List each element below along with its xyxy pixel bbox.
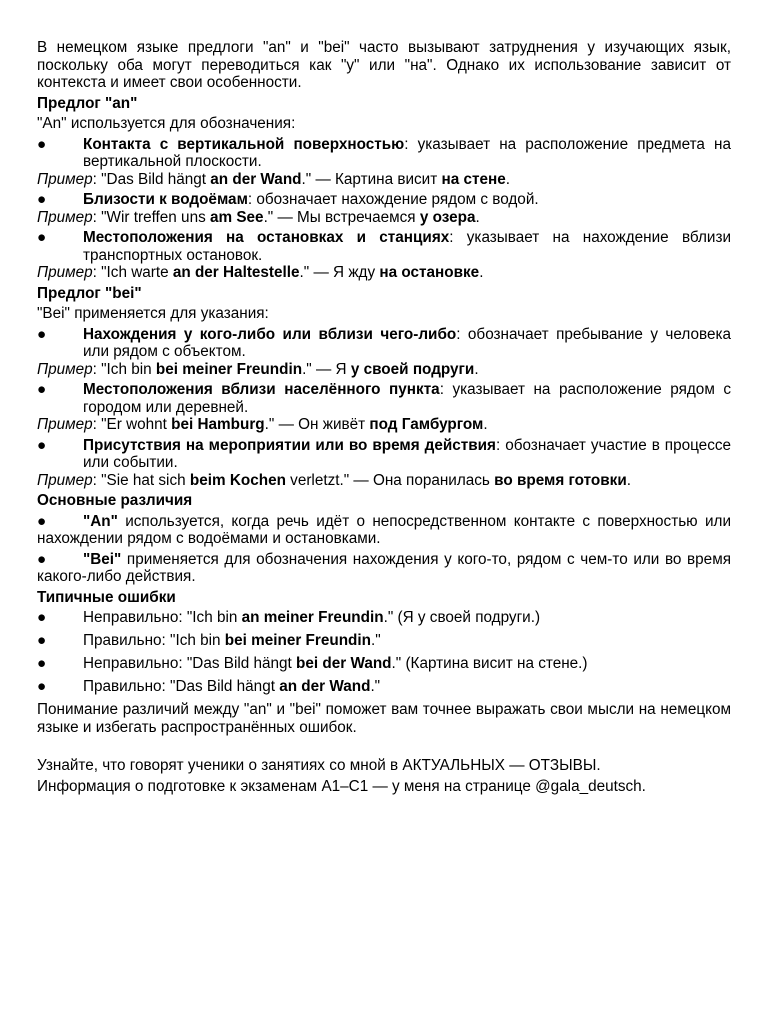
bullet-icon: ● (37, 512, 47, 530)
error-item-3: ● Неправильно: "Das Bild hängt bei der Wand." (Картина висит на стене.) (37, 655, 588, 672)
item-desc: : указывает на нахождение вблизи транспортных остановок. (83, 229, 731, 264)
bullet-icon: ● (37, 550, 47, 568)
item-term: Близости к водоёмам (83, 191, 248, 208)
item-desc: : обозначает участие в процессе или событии. (83, 436, 731, 471)
bullet-icon: ● (37, 436, 47, 454)
item-example: Пример: "Ich warte an der Haltestelle." — Я жду на остановке. (37, 264, 484, 281)
item-term: Местоположения на остановках и станциях (83, 229, 450, 246)
item-desc: : обозначает нахождение рядом с водой. (247, 191, 539, 208)
bei-item-3 (37, 437, 731, 490)
intro-paragraph: В немецком языке предлоги "an" и "bei" часто вызывают затруднения у изучающих язык, поскольку оба могут переводиться как "у" или "на". Однако их использование зависит от контекста и имеет свои особенности. (37, 39, 731, 91)
bei-item-2 (37, 381, 731, 434)
section-heading-differences: Основные различия (37, 492, 193, 509)
bullet-icon: ● (37, 229, 47, 246)
conclusion-paragraph: Понимание различий между "an" и "bei" поможет вам точнее выражать свои мысли на немецком языке и избегать распространённых ошибок. (37, 701, 731, 736)
error-item-2: ● Правильно: "Ich bin bei meiner Freundin." (37, 632, 381, 649)
item-term: Местоположения вблизи населённого пункта (83, 381, 440, 398)
item-term: Нахождения у кого-либо или вблизи чего-либо (83, 325, 457, 343)
bullet-icon: ● (37, 609, 47, 626)
an-item-1 (37, 136, 731, 189)
item-term: "Bei" (83, 550, 122, 568)
item-example: Пример: "Er wohnt bei Hamburg." — Он живёт под Гамбургом. (37, 416, 488, 433)
an-item-2 (37, 191, 731, 226)
bullet-icon: ● (37, 381, 47, 398)
item-example: Пример: "Wir treffen uns am See." — Мы встречаемся у озера. (37, 208, 480, 226)
item-example: Пример: "Das Bild hängt an der Wand." — Картина висит на стене. (37, 170, 510, 188)
section-heading-an: Предлог "an" (37, 94, 138, 112)
item-example: Пример: "Ich bin bei meiner Freundin." — Я у своей подруги. (37, 360, 479, 378)
bullet-icon: ● (37, 655, 47, 672)
diff-item-an (37, 513, 731, 548)
item-desc: : обозначает пребывание у человека или рядом с объектом. (83, 325, 731, 360)
bei-item-1 (37, 326, 731, 379)
section-lead-an: "An" используется для обозначения: (37, 115, 296, 132)
bullet-icon: ● (37, 632, 47, 649)
item-example: Пример: "Sie hat sich beim Kochen verletzt." — Она поранилась во время готовки. (37, 471, 631, 489)
bullet-icon: ● (37, 678, 47, 695)
item-desc: применяется для обозначения нахождения у кого-то, рядом с чем-то или во время какого-либо действия. (37, 550, 731, 585)
an-item-3 (37, 229, 731, 282)
error-item-1: ● Неправильно: "Ich bin an meiner Freundin." (Я у своей подруги.) (37, 609, 541, 626)
error-item-4: ● Правильно: "Das Bild hängt an der Wand." (37, 678, 381, 695)
bullet-icon: ● (37, 135, 47, 153)
section-heading-errors: Типичные ошибки (37, 588, 176, 606)
diff-item-bei (37, 551, 731, 586)
bullet-icon: ● (37, 191, 47, 208)
item-desc: : указывает на расположение предмета на вертикальной плоскости. (83, 135, 732, 170)
item-desc: : указывает на расположение рядом с городом или деревней. (83, 381, 732, 416)
section-heading-bei: Предлог "bei" (37, 284, 142, 302)
document-body (37, 39, 731, 798)
bullet-icon: ● (37, 325, 47, 343)
section-lead-bei: "Bei" применяется для указания: (37, 305, 269, 322)
item-desc: используется, когда речь идёт о непосредственном контакте с поверхностью или нахождении рядом с водоёмами и остановками. (37, 512, 731, 547)
item-term: Присутствия на мероприятии или во время действия (83, 436, 496, 454)
item-term: "An" (83, 512, 118, 530)
footer-exams: Информация о подготовке к экзаменам A1–C1 — у меня на странице @gala_deutsch. (37, 777, 646, 795)
item-term: Контакта с вертикальной поверхностью (83, 135, 405, 153)
footer-reviews: Узнайте, что говорят ученики о занятиях со мной в АКТУАЛЬНЫХ — ОТЗЫВЫ. (37, 757, 601, 774)
